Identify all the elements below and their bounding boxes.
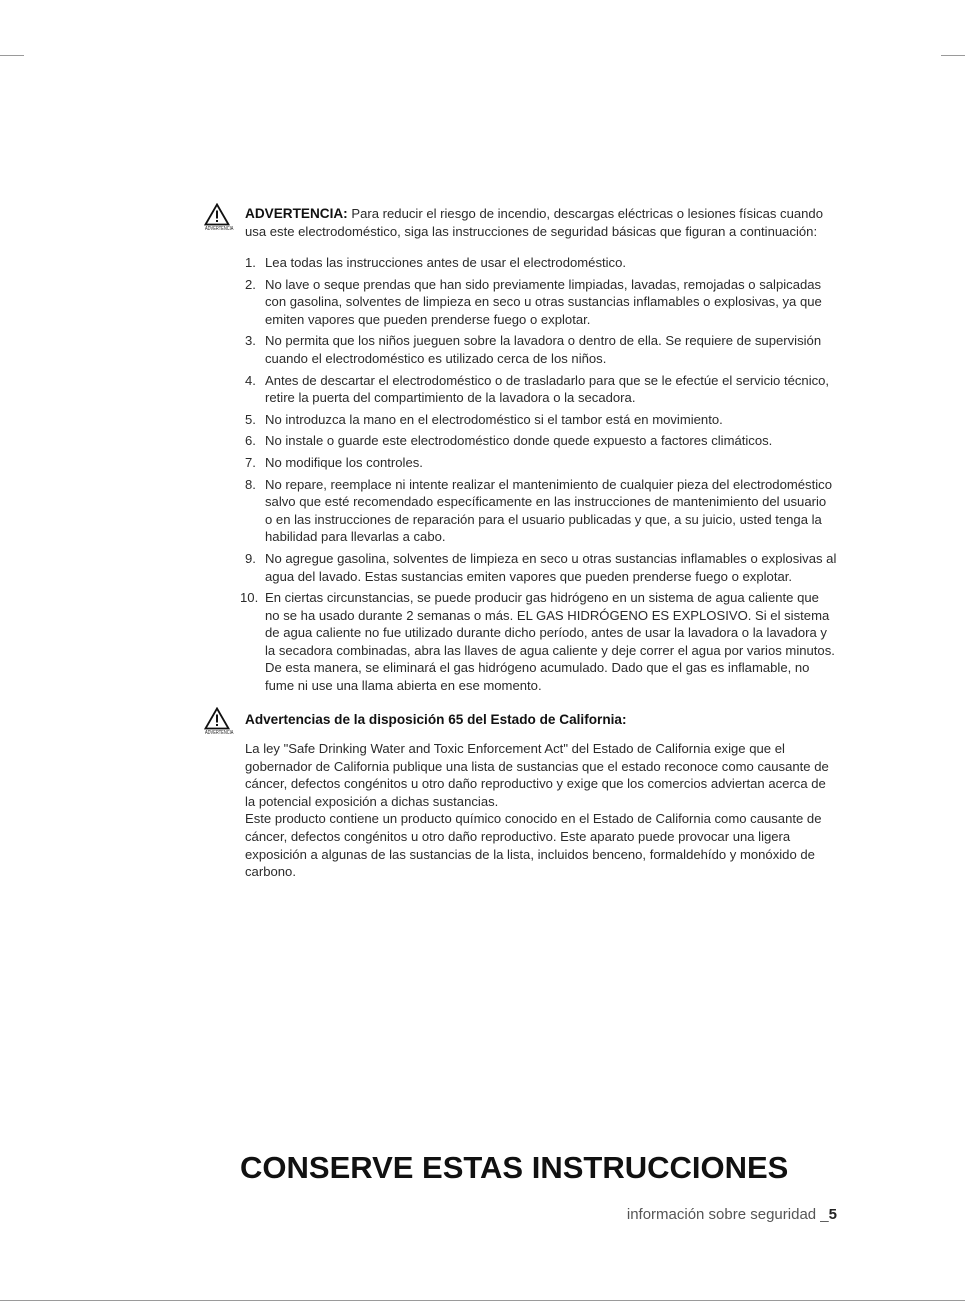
list-item-text: No agregue gasolina, solventes de limpieza en seco u otras sustancias inflamables o explosivas al agua del lavado. Estas sustancias emiten vapores que pueden prenderse fuego o explotar. bbox=[265, 550, 837, 584]
list-item bbox=[245, 411, 837, 429]
list-item bbox=[245, 432, 837, 450]
list-item-number: 10. bbox=[240, 590, 259, 606]
crop-mark-right bbox=[941, 55, 965, 56]
list-item bbox=[245, 372, 837, 407]
list-item bbox=[245, 276, 837, 329]
warning-lead: ADVERTENCIA: bbox=[245, 206, 348, 221]
list-item-text: No introduzca la mano en el electrodoméstico si el tambor está en movimiento. bbox=[265, 411, 723, 427]
warning-icon-caption: ADVERTENCIA bbox=[205, 730, 234, 736]
conserve-heading: CONSERVE ESTAS INSTRUCCIONES bbox=[240, 1150, 789, 1185]
list-item bbox=[240, 589, 837, 695]
list-item-number: 9. bbox=[245, 550, 256, 566]
list-item-text: No permita que los niños jueguen sobre la lavadora o dentro de ella. Se requiere de supervisión cuando el electrodoméstico es utilizado cerca de los niños. bbox=[265, 333, 822, 366]
warning-triangle-graphic bbox=[204, 707, 230, 730]
list-item-number: 2. bbox=[245, 276, 256, 292]
list-item-text: Lea todas las instrucciones antes de usar el electrodoméstico. bbox=[265, 255, 627, 270]
list-item bbox=[245, 550, 837, 585]
list-item bbox=[245, 254, 837, 272]
list-item bbox=[245, 332, 837, 367]
warning-triangle-icon bbox=[202, 203, 232, 232]
warning-intro bbox=[245, 205, 845, 241]
warning-triangle-graphic bbox=[204, 203, 230, 226]
list-item bbox=[245, 454, 837, 472]
prop65-paragraph: Este producto contiene un producto químico conocido en el Estado de California como causante de cáncer, defectos congénitos u otro daño reproductivo. Este aparato puede provocar una ligera exposición a algunas de las sustancias de la lista, incluidos benceno, formaldehído y monóxido de carbono. bbox=[245, 811, 822, 880]
list-item-number: 4. bbox=[245, 372, 256, 388]
list-item-number: 6. bbox=[245, 433, 256, 449]
warning-text: Para reducir el riesgo de incendio, descargas eléctricas o lesiones físicas cuando usa este electrodoméstico, siga las instrucciones de seguridad básicas que figuran a continuación: bbox=[245, 206, 823, 239]
list-item-number: 3. bbox=[245, 333, 256, 349]
crop-mark-left bbox=[0, 55, 24, 56]
list-item-text: Antes de descartar el electrodoméstico o de trasladarlo para que se le efectúe el servicio técnico, retire la puerta del compartimiento de la lavadora o la secadora. bbox=[265, 372, 830, 406]
list-item bbox=[245, 476, 837, 546]
list-item-number: 7. bbox=[245, 454, 256, 470]
list-item-number: 5. bbox=[245, 411, 256, 427]
prop65-paragraph: La ley "Safe Drinking Water and Toxic Enforcement Act" del Estado de California exige que el gobernador de California publique una lista de sustancias que el estado reconoce como causante de cáncer, defectos congénitos u otro daño reproductivo y exige que los comercios adviertan acerca de la potencial exposición a dichas sustancias. bbox=[245, 741, 829, 809]
prop65-body bbox=[245, 740, 835, 881]
footer-section-label: información sobre seguridad _ bbox=[626, 1206, 829, 1223]
list-item-number: 1. bbox=[245, 255, 256, 270]
page-number: 5 bbox=[828, 1206, 837, 1223]
safety-instructions-list bbox=[240, 254, 837, 699]
warning-triangle-icon bbox=[202, 707, 232, 736]
prop65-title: Advertencias de la disposición 65 del Estado de California: bbox=[245, 712, 627, 727]
list-item-text: En ciertas circunstancias, se puede producir gas hidrógeno en un sistema de agua caliente que no se ha usado durante 2 semanas o más. EL GAS HIDRÓGENO ES EXPLOSIVO. Si el sistema de agua caliente no fue utilizado durante dicho período, antes de usar la lavadora o la lavadora y la secadora combinadas, abra las llaves de agua caliente y deje correr el agua por varios minutos. De esta manera, se eliminará el gas hidrógeno acumulado. Dado que el gas es inflamable, no fume ni use una llama abierta en ese momento. bbox=[265, 590, 835, 694]
warning-icon-caption: ADVERTENCIA bbox=[205, 226, 234, 232]
list-item-text: No instale o guarde este electrodoméstico donde quede expuesto a factores climáticos. bbox=[265, 433, 773, 449]
list-item-text: No repare, reemplace ni intente realizar el mantenimiento de cualquier pieza del electrodoméstico salvo que esté recomendado específicamente en las instrucciones de mantenimiento del usuario o en las instrucciones de reparación para el usuario publicadas y que, a su juicio, usted tenga la habilidad para llevarlas a cabo. bbox=[265, 476, 832, 545]
page-footer bbox=[627, 1205, 837, 1225]
list-item-number: 8. bbox=[245, 476, 256, 492]
list-item-text: No lave o seque prendas que han sido previamente limpiadas, lavadas, remojadas o salpicadas con gasolina, solventes de limpieza en seco u otras sustancias inflamables o explosivas, ya que emiten vapores que pueden prenderse fuego o explotar. bbox=[265, 276, 822, 327]
bottom-rule bbox=[0, 1300, 965, 1301]
list-item-text: No modifique los controles. bbox=[265, 454, 423, 470]
